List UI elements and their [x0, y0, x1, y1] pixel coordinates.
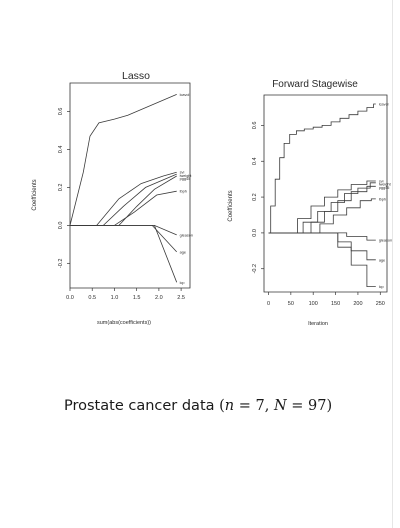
- series-label-age: age: [179, 250, 187, 255]
- x-tick-label: 150: [330, 301, 341, 307]
- plot-frame: [70, 83, 190, 288]
- caption-text: Prostate cancer data: [64, 398, 215, 414]
- series-line-lcavol: [269, 104, 376, 233]
- caption-eq-n: = 7,: [234, 398, 274, 414]
- y-tick-label: -0.2: [252, 263, 258, 274]
- series-label-gleason: gleason: [179, 233, 193, 238]
- x-tick-label: 100: [308, 301, 318, 307]
- series-label-age: age: [378, 258, 386, 263]
- lasso-title: Lasso: [121, 70, 151, 82]
- series-label-lbph: lbph: [378, 197, 387, 202]
- series-label-svi: svi: [378, 179, 384, 184]
- x-tick-label: 50: [287, 301, 294, 307]
- y-tick-label: 0.2: [58, 183, 64, 192]
- series-line-age: [70, 225, 177, 252]
- series-label-lcp: lcp: [179, 280, 185, 285]
- x-tick-label: 0.0: [66, 295, 74, 301]
- y-tick-label: 0.0: [252, 229, 258, 237]
- y-tick-label: 0.4: [58, 145, 64, 154]
- y-tick-label: 0.4: [252, 157, 258, 166]
- series-label-pgg45: pgg45: [179, 177, 191, 182]
- series-line-lbph: [269, 199, 376, 233]
- y-tick-label: 0.6: [252, 121, 258, 130]
- stagewise-title: Forward Stagewise: [272, 79, 358, 90]
- lasso-panel: [32, 70, 193, 326]
- series-line-lcp: [70, 225, 177, 282]
- series-label-svi: svi: [179, 170, 185, 175]
- lasso-ylabel: Coefficients: [32, 179, 38, 211]
- series-label-pgg45: pgg45: [378, 185, 390, 190]
- x-tick-label: 0.5: [88, 295, 97, 301]
- lasso-xlabel: sum(abs(coefficients)): [97, 320, 151, 326]
- series-line-svi: [70, 172, 177, 225]
- y-tick-label: 0.0: [58, 221, 64, 230]
- figure-caption: [64, 398, 394, 414]
- series-label-lcp: lcp: [378, 285, 384, 290]
- series-line-lcavol: [70, 94, 177, 225]
- series-line-pgg45: [269, 186, 376, 233]
- caption-var-n: n: [224, 398, 235, 414]
- series-line-svi: [269, 181, 376, 233]
- x-tick-label: 2.5: [177, 295, 185, 301]
- series-line-lweight: [70, 174, 177, 225]
- series-label-lcavol: lcavol: [378, 102, 389, 107]
- x-tick-label: 0: [266, 301, 271, 307]
- plot-frame: [264, 95, 387, 292]
- y-tick-label: 0.6: [58, 107, 64, 116]
- stagewise-ylabel: Coefficients: [228, 190, 234, 222]
- caption-open-paren: (: [219, 398, 225, 414]
- series-label-lweight: lweight: [179, 173, 192, 178]
- series-line-gleason: [269, 233, 376, 240]
- caption-math: [219, 398, 332, 414]
- scan-edge-line: [392, 0, 393, 528]
- x-tick-label: 1.0: [110, 295, 119, 301]
- series-line-gleason: [70, 225, 177, 235]
- series-line-lcp: [269, 233, 376, 287]
- x-tick-label: 250: [375, 301, 385, 307]
- series-label-gleason: gleason: [378, 238, 393, 243]
- series-label-lcavol: lcavol: [179, 92, 190, 97]
- x-tick-label: 2.0: [155, 295, 163, 301]
- series-line-pgg45: [70, 176, 177, 225]
- y-tick-label: -0.2: [58, 258, 64, 269]
- x-tick-label: 1.5: [132, 295, 141, 301]
- caption-eq-N: = 97): [286, 398, 333, 414]
- series-label-lweight: lweight: [378, 182, 391, 187]
- series-label-lbph: lbph: [179, 189, 187, 194]
- caption-var-N: N: [273, 398, 287, 414]
- series-line-age: [269, 233, 376, 260]
- y-tick-label: 0.2: [252, 193, 258, 201]
- x-tick-label: 200: [353, 301, 363, 307]
- stagewise-xlabel: Iteration: [308, 321, 328, 327]
- stagewise-panel: [228, 79, 392, 327]
